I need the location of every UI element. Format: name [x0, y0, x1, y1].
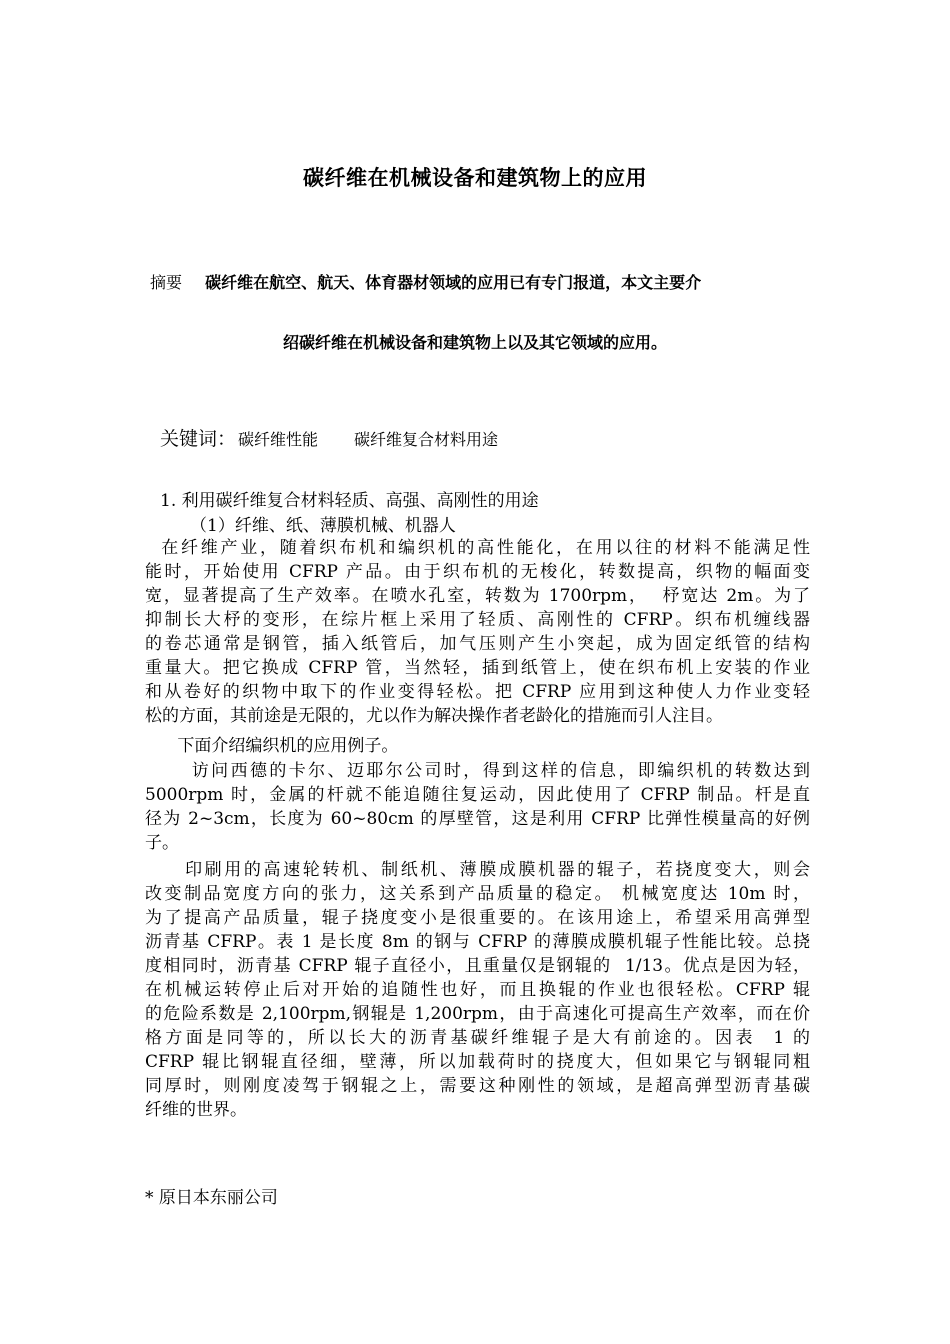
paragraph-line: 下面介绍编织机的应用例子。: [145, 736, 399, 756]
keyword-2: 碳纤维复合材料用途: [354, 430, 499, 449]
paragraph-line: 在纤维产业，随着织布机和编织机的高性能化，在用以往的材料不能满足性: [145, 538, 810, 558]
paragraph-line: 宽，显著提高了生产效率。在喷水孔室，转数为 1700rpm， 杼宽达 2m。为了: [145, 586, 810, 606]
paragraph-line: 沥青基 CFRP。表 1 是长度 8m 的钢与 CFRP 的薄膜成膜机辊子性能比较。总挠: [145, 932, 810, 952]
abstract-text-2: 绍碳纤维在机械设备和建筑物上以及其它领域的应用。: [282, 333, 667, 352]
paragraph-line: 松的方面，其前途是无限的，尤以作为解决操作者老龄化的措施而引人注目。: [145, 706, 723, 726]
paragraph-2: [145, 734, 810, 758]
abstract-first-line: [150, 270, 850, 293]
paragraph-line: 印刷用的高速轮转机、制纸机、薄膜成膜机器的辊子，若挠度变大，则会: [145, 860, 810, 880]
paragraph-line: 抑制长大杼的变形，在综片框上采用了轻质、高刚性的 CFRP。织布机缠线器: [145, 610, 810, 630]
paragraph-1: [145, 536, 810, 728]
paragraph-line: 子。: [145, 833, 179, 853]
footnote: * 原日本东丽公司: [145, 1188, 278, 1208]
paragraph-line: 改变制品宽度方向的张力，这关系到产品质量的稳定。 机械宽度达 10m 时，: [145, 884, 810, 904]
keywords: [160, 424, 498, 451]
paragraph-line: CFRP 辊比钢辊直径细，壁薄，所以加载荷时的挠度大，但如果它与钢辊同粗: [145, 1052, 810, 1072]
abstract-label: 摘要: [150, 273, 183, 292]
paragraph-3: [145, 759, 810, 855]
paragraph-line: 径为 2~3cm，长度为 60~80cm 的厚壁管，这是利用 CFRP 比弹性模量高的好例: [145, 809, 810, 829]
paragraph-4: [145, 858, 810, 1122]
paragraph-line: 5000rpm 时，金属的杆就不能追随往复运动，因此使用了 CFRP 制品。杆是直: [145, 785, 810, 805]
paragraph-line: 能时，开始使用 CFRP 产品。由于织布机的无梭化，转数提高，织物的幅面变: [145, 562, 810, 582]
section-heading: 1. 利用碳纤维复合材料轻质、高强、高刚性的用途: [160, 491, 539, 511]
paragraph-line: 的卷芯通常是钢管，插入纸管后，加气压则产生小突起，成为固定纸管的结构: [145, 634, 810, 654]
abstract-text-1: 碳纤维在航空、航天、体育器材领域的应用已有专门报道，本文主要介: [205, 273, 702, 292]
paragraph-line: 的危险系数是 2,100rpm,钢辊是 1,200rpm，由于高速化可提高生产效率，而在价: [145, 1004, 810, 1024]
keyword-1: 碳纤维性能: [238, 430, 319, 449]
paragraph-line: 访问西德的卡尔、迈耶尔公司时，得到这样的信息，即编织机的转数达到: [145, 761, 810, 781]
paragraph-line: 同厚时，则刚度凌驾于钢辊之上，需要这种刚性的领域，是超高弹型沥青基碳: [145, 1076, 810, 1096]
paragraph-line: 为了提高产品质量，辊子挠度变小是很重要的。在该用途上，希望采用高弹型: [145, 908, 810, 928]
paragraph-line: 在机械运转停止后对开始的追随性也好，而且换辊的作业也很轻松。CFRP 辊: [145, 980, 810, 1000]
keywords-label: 关键词：: [160, 428, 237, 450]
sub-heading: （1）纤维、纸、薄膜机械、机器人: [190, 516, 456, 536]
paragraph-line: 格方面是同等的，所以长大的沥青基碳纤维辊子是大有前途的。因表 1 的: [145, 1028, 810, 1048]
paragraph-line: 重量大。把它换成 CFRP 管，当然轻，插到纸管上，使在织布机上安装的作业: [145, 658, 810, 678]
paragraph-line: 纤维的世界。: [145, 1100, 247, 1120]
paragraph-line: 度相同时，沥青基 CFRP 辊子直径小，且重量仅是钢辊的 1/13。优点是因为轻，: [145, 956, 810, 976]
document-title: 碳纤维在机械设备和建筑物上的应用: [303, 166, 647, 190]
paragraph-line: 和从卷好的织物中取下的作业变得轻松。把 CFRP 应用到这种使人力作业变轻: [145, 682, 810, 702]
